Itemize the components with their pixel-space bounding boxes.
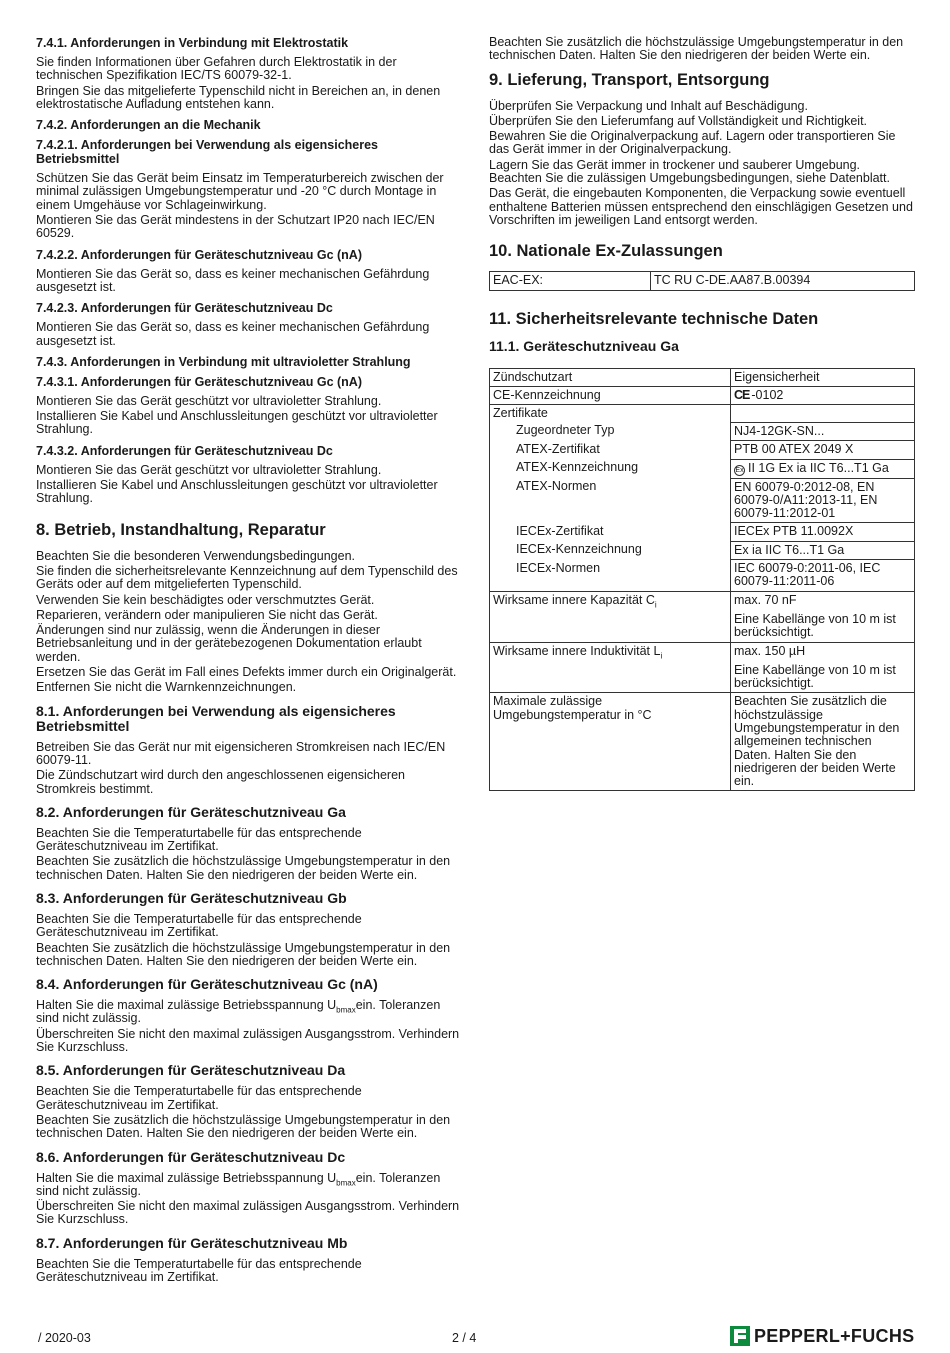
paragraph: Montieren Sie das Gerät geschützt vor ultravioletter Strahlung.	[36, 462, 382, 477]
paragraph: Entfernen Sie nicht die Warnkennzeichnungen.	[36, 680, 297, 695]
table-cell-key: IECEx-Normen	[490, 560, 731, 592]
heading-8-3: 8.3. Anforderungen für Geräteschutzniveau Gb	[36, 889, 347, 906]
heading-7-4-2-2: 7.4.2.2. Anforderungen für Geräteschutzniveau Gc (nA)	[36, 247, 362, 262]
table-row	[490, 541, 915, 559]
table-cell-value: max. 70 nF Eine Kabellänge von 10 m ist berücksichtigt.	[731, 591, 915, 642]
table-cell-value: Beachten Sie zusätzlich die höchstzulässige Umgebungstemperatur in den allgemeinen technischen Daten. Halten Sie den niedrigeren der beiden Werte ein.	[731, 693, 915, 791]
table-cell-key: Wirksame innere Induktivität $L_i$	[490, 642, 731, 693]
table-row	[490, 642, 915, 693]
table-cell-value: Ex ia IIC T6...T1 Ga	[731, 541, 915, 559]
paragraph: Beachten Sie die besonderen Verwendungsbedingungen.	[36, 548, 356, 563]
paragraph: Montieren Sie das Gerät so, dass es keiner mechanischen Gefährdung ausgesetzt ist.	[36, 266, 430, 294]
table-cell-value: Eigensicherheit	[731, 368, 915, 386]
paragraph: Beachten Sie die Temperaturtabelle für das entsprechende Geräteschutzniveau im Zertifikat.	[36, 1084, 362, 1112]
heading-7-4-3-2: 7.4.3.2. Anforderungen für Geräteschutzniveau Dc	[36, 443, 333, 458]
table-cell-key: Wirksame innere Kapazität $C_i$	[490, 591, 731, 642]
company-logo	[730, 1325, 914, 1347]
table-cell-value	[731, 405, 915, 423]
table-cell-value: IECEx PTB 11.0092X	[731, 523, 915, 541]
technical-data-table	[489, 368, 915, 792]
table-row	[490, 693, 915, 791]
table-row	[490, 591, 915, 642]
ex-approvals-table	[489, 271, 915, 290]
paragraph: Halten Sie die maximal zulässige Betriebsspannung $U_{bmax}ein$. Toleranzen sind nicht zulässig.	[36, 1170, 441, 1198]
paragraph: Lagern Sie das Gerät immer in trockener und sauberer Umgebung. Beachten Sie die zulässigen Umgebungsbedingungen, siehe Datenblatt.	[489, 157, 890, 186]
paragraph: Überschreiten Sie nicht den maximal zulässigen Ausgangsstrom. Verhindern Sie Kurzschluss.	[36, 1026, 460, 1055]
table-row	[490, 422, 915, 440]
heading-8-2: 8.2. Anforderungen für Geräteschutzniveau Ga	[36, 803, 346, 820]
paragraph: Reparieren, verändern oder manipulieren Sie nicht das Gerät.	[36, 607, 378, 622]
table-cell-key: Maximale zulässige Umgebungstemperatur in °C	[490, 693, 731, 791]
heading-8-6: 8.6. Anforderungen für Geräteschutzniveau Dc	[36, 1148, 346, 1165]
paragraph: Montieren Sie das Gerät mindestens in der Schutzart IP20 nach IEC/EN 60529.	[36, 213, 435, 241]
table-cell-key: Zugeordneter Typ	[490, 422, 731, 440]
heading-11: 11. Sicherheitsrelevante technische Daten	[489, 309, 819, 328]
logo-text: PEPPERL+FUCHS	[754, 1325, 915, 1346]
table-cell-value: TC RU C-DE.AA87.B.00394	[651, 272, 915, 290]
paragraph: Installieren Sie Kabel und Anschlussleitungen geschützt vor ultravioletter Strahlung.	[36, 478, 438, 506]
right-column	[489, 36, 915, 791]
heading-7-4-2-3: 7.4.2.3. Anforderungen für Geräteschutzniveau Dc	[36, 301, 333, 316]
heading-8-4: 8.4. Anforderungen für Geräteschutzniveau Gc (nA)	[36, 976, 378, 993]
table-cell-key: IECEx-Zertifikat	[490, 523, 731, 541]
table-cell-value: EN 60079-0:2012-08, EN 60079-0/A11:2013-11, EN 60079-11:2012-01	[731, 478, 915, 523]
heading-8-1: 8.1. Anforderungen bei Verwendung als eigensicheres Betriebsmittel	[36, 702, 396, 734]
heading-7-4-1: 7.4.1. Anforderungen in Verbindung mit Elektrostatik	[36, 36, 349, 50]
paragraph: Beachten Sie zusätzlich die höchstzulässige Umgebungstemperatur in den technischen Daten. Halten Sie den niedrigeren der beiden Werte ein.	[36, 940, 451, 968]
footer-page-number: 2 / 4	[452, 1331, 477, 1345]
table-row	[490, 478, 915, 523]
heading-7-4-2-1: 7.4.2.1. Anforderungen bei Verwendung als eigensicheres Betriebsmittel	[36, 138, 379, 167]
table-cell-value: NJ4-12GK-SN...	[731, 422, 915, 440]
table-row	[490, 459, 915, 478]
paragraph: Halten Sie die maximal zulässige Betriebsspannung $U_{bmax}ein$. Toleranzen sind nicht zulässig.	[36, 998, 441, 1026]
table-cell-value: max. 150 µH Eine Kabellänge von 10 m ist berücksichtigt.	[731, 642, 915, 693]
heading-9: 9. Lieferung, Transport, Entsorgung	[489, 70, 770, 89]
paragraph: Beachten Sie zusätzlich die höchstzulässige Umgebungstemperatur in den technischen Daten. Halten Sie den niedrigeren der beiden Werte ein.	[36, 854, 451, 882]
table-cell-key: Zertifikate	[490, 405, 731, 423]
heading-11-1: 11.1. Geräteschutzniveau Ga	[489, 337, 679, 354]
heading-8-5: 8.5. Anforderungen für Geräteschutzniveau Da	[36, 1062, 346, 1079]
paragraph: Überschreiten Sie nicht den maximal zulässigen Ausgangsstrom. Verhindern Sie Kurzschluss.	[36, 1199, 460, 1227]
table-row	[490, 523, 915, 541]
table-row	[490, 272, 915, 290]
paragraph: Montieren Sie das Gerät so, dass es keiner mechanischen Gefährdung ausgesetzt ist.	[36, 320, 430, 348]
paragraph: Das Gerät, die eingebauten Komponenten, die Verpackung sowie eventuell enthaltene Batterien müssen entsprechend den einschlägigen Gesetzen und Vorschriften im jeweiligen Land entsorgt werden.	[489, 186, 913, 227]
paragraph: Sie finden die sicherheitsrelevante Kennzeichnung auf dem Typenschild des Geräts oder auf dem mitgelieferten Typenschild.	[36, 563, 458, 592]
paragraph: Überprüfen Sie Verpackung und Inhalt auf Beschädigung.	[489, 98, 808, 113]
ex-hexagon-icon: Ex	[735, 466, 744, 474]
paragraph: Sie finden Informationen über Gefahren durch Elektrostatik in der technischen Spezifikation IEC/TS 60079-32-1.	[36, 55, 397, 83]
paragraph: Beachten Sie die Temperaturtabelle für das entsprechende Geräteschutzniveau im Zertifikat.	[36, 825, 362, 854]
table-row	[490, 441, 915, 459]
table-cell-value: Ex II 1G Ex ia IIC T6...T1 Ga	[731, 459, 915, 478]
paragraph: Die Zündschutzart wird durch den angeschlossenen eigensicheren Stromkreis bestimmt.	[36, 768, 405, 796]
table-cell-key: ATEX-Normen	[490, 478, 731, 523]
paragraph: Beachten Sie die Temperaturtabelle für das entsprechende Geräteschutzniveau im Zertifikat.	[36, 1256, 362, 1285]
table-cell-value: IEC 60079-0:2011-06, IEC 60079-11:2011-06	[731, 560, 915, 592]
table-row	[490, 405, 915, 423]
table-cell-value: PTB 00 ATEX 2049 X	[731, 441, 915, 459]
paragraph: Installieren Sie Kabel und Anschlussleitungen geschützt vor ultravioletter Strahlung.	[36, 409, 438, 437]
paragraph: Schützen Sie das Gerät beim Einsatz im Temperaturbereich zwischen der minimal zulässigen Umgebungstemperatur und -20 °C durch Montage in einem Umgehäuse vor Schlageinwirkung.	[36, 171, 444, 212]
paragraph: Verwenden Sie kein beschädigtes oder verschmutztes Gerät.	[36, 592, 375, 607]
paragraph: Montieren Sie das Gerät geschützt vor ultravioletter Strahlung.	[36, 393, 382, 408]
paragraph: Beachten Sie zusätzlich die höchstzulässige Umgebungstemperatur in den technischen Daten. Halten Sie den niedrigeren der beiden Werte ein.	[489, 35, 904, 63]
heading-7-4-2: 7.4.2. Anforderungen an die Mechanik	[36, 118, 261, 133]
paragraph: Änderungen sind nur zulässig, wenn die Änderungen in dieser Betriebsanleitung und in der gerätebezogenen Dokumentation erlaubt werden.	[36, 623, 422, 664]
paragraph: Überprüfen Sie den Lieferumfang auf Vollständigkeit und Richtigkeit.	[489, 113, 868, 128]
table-cell-key: CE-Kennzeichnung	[490, 386, 731, 404]
table-row	[490, 560, 915, 592]
paragraph: Bewahren Sie die Originalverpackung auf. Lagern oder transportieren Sie das Gerät immer in der Originalverpackung.	[489, 129, 896, 157]
heading-8: 8. Betrieb, Instandhaltung, Reparatur	[36, 520, 326, 539]
table-row	[490, 386, 915, 404]
paragraph: Beachten Sie die Temperaturtabelle für das entsprechende Geräteschutzniveau im Zertifikat.	[36, 911, 362, 940]
pf-logo-icon	[730, 1326, 750, 1346]
heading-10: 10. Nationale Ex-Zulassungen	[489, 242, 723, 261]
heading-7-4-3: 7.4.3. Anforderungen in Verbindung mit ultravioletter Strahlung	[36, 354, 411, 369]
paragraph: Bringen Sie das mitgelieferte Typenschild nicht in Bereichen an, in denen elektrostatische Aufladung entstehen kann.	[36, 83, 441, 111]
paragraph: Ersetzen Sie das Gerät im Fall eines Defekts immer durch ein Originalgerät.	[36, 665, 457, 680]
table-cell-key: IECEx-Kennzeichnung	[490, 541, 731, 559]
paragraph: Betreiben Sie das Gerät nur mit eigensicheren Stromkreisen nach IEC/EN 60079-11.	[36, 739, 446, 767]
left-column	[36, 36, 460, 1286]
table-cell-key: EAC-EX:	[490, 272, 651, 290]
paragraph: Beachten Sie zusätzlich die höchstzulässige Umgebungstemperatur in den technischen Daten. Halten Sie den niedrigeren der beiden Werte ein.	[36, 1112, 451, 1141]
heading-7-4-3-1: 7.4.3.1. Anforderungen für Geräteschutzniveau Gc (nA)	[36, 374, 362, 389]
heading-8-7: 8.7. Anforderungen für Geräteschutzniveau Mb	[36, 1234, 348, 1251]
table-cell-key: Zündschutzart	[490, 368, 731, 386]
table-cell-value: CE -0102	[731, 386, 915, 404]
footer-date: / 2020-03	[38, 1331, 91, 1345]
table-row	[490, 368, 915, 386]
table-cell-key: ATEX-Kennzeichnung	[490, 459, 731, 478]
table-cell-key: ATEX-Zertifikat	[490, 441, 731, 459]
ce-mark-icon: CE	[734, 387, 750, 402]
